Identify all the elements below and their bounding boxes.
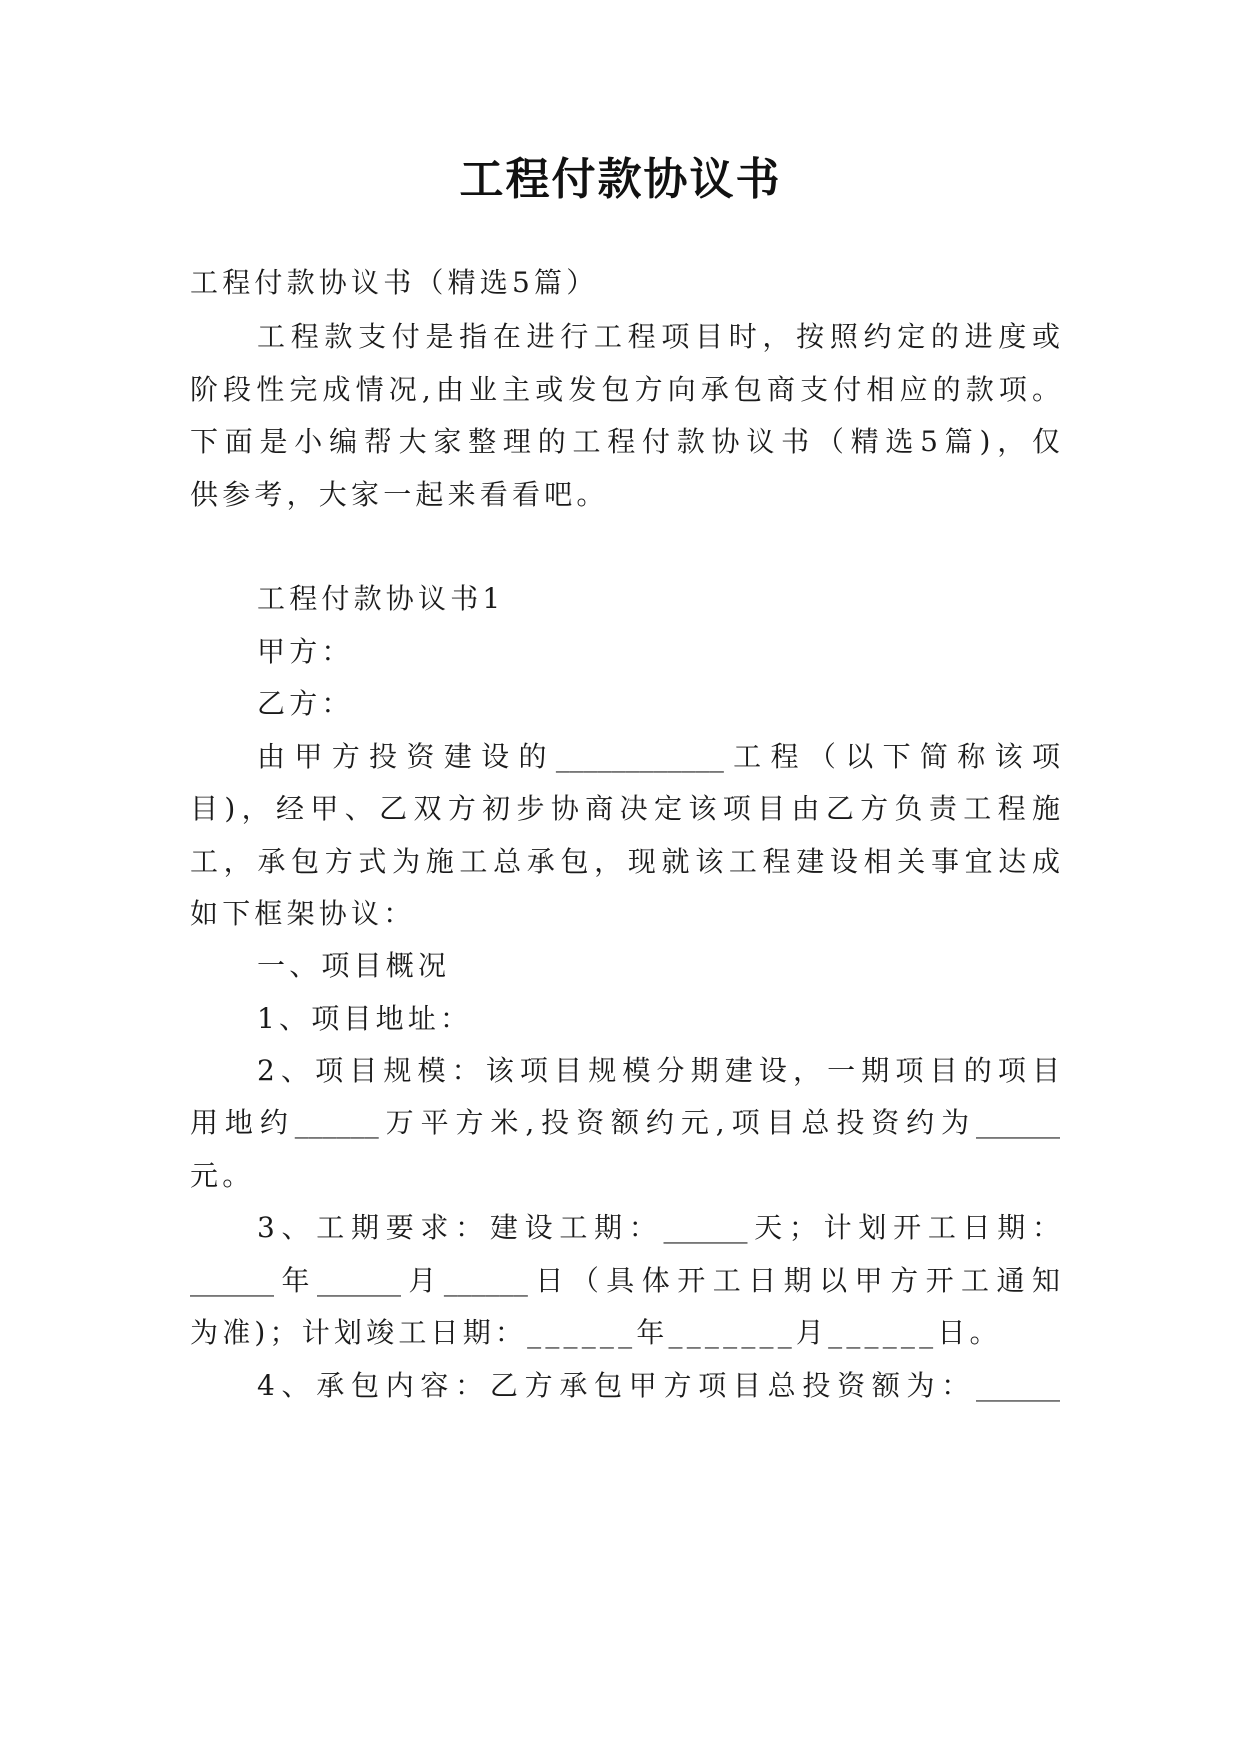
list-item: 2、项目规模：该项目规模分期建设，一期项目的项目 [257, 1054, 1060, 1087]
party-a-label: 甲方： [257, 635, 354, 668]
paragraph-line: 目)，经甲、乙双方初步协商决定该项目由乙方负责工程施 [190, 792, 1060, 825]
paragraph-line: 阶段性完成情况,由业主或发包方向承包商支付相应的款项。 [190, 373, 1060, 406]
paragraph-line: 元。 [190, 1159, 255, 1192]
paragraph-line: 工程款支付是指在进行工程项目时，按照约定的进度或 [257, 320, 1060, 353]
paragraph-line: 工，承包方式为施工总承包，现就该工程建设相关事宜达成 [190, 845, 1060, 878]
subtitle-line: 工程付款协议书（精选5篇） [190, 266, 599, 299]
list-item: 3、工期要求：建设工期：______天；计划开工日期： [257, 1211, 1060, 1244]
section-heading: 一、项目概况 [257, 949, 451, 982]
list-item: 1、项目地址： [257, 1002, 473, 1035]
paragraph-line: 为准)；计划竣工日期：______年_______月______日。 [190, 1316, 1002, 1349]
paragraph-line: ______年______月______日（具体开工日期以甲方开工通知 [190, 1264, 1060, 1297]
paragraph-line: 下面是小编帮大家整理的工程付款协议书（精选5篇)，仅 [190, 425, 1060, 458]
section-heading: 工程付款协议书1 [257, 582, 505, 615]
list-item: 4、承包内容：乙方承包甲方项目总投资额为：______ [257, 1369, 1060, 1402]
paragraph-line: 用地约______万平方米,投资额约元,项目总投资约为______ [190, 1106, 1060, 1139]
paragraph-line: 供参考，大家一起来看看吧。 [190, 478, 609, 511]
paragraph-line: 如下框架协议： [190, 897, 416, 930]
party-b-label: 乙方： [257, 687, 354, 720]
paragraph-line: 由甲方投资建设的____________工程（以下简称该项 [257, 740, 1060, 773]
document-title: 工程付款协议书 [459, 154, 782, 205]
